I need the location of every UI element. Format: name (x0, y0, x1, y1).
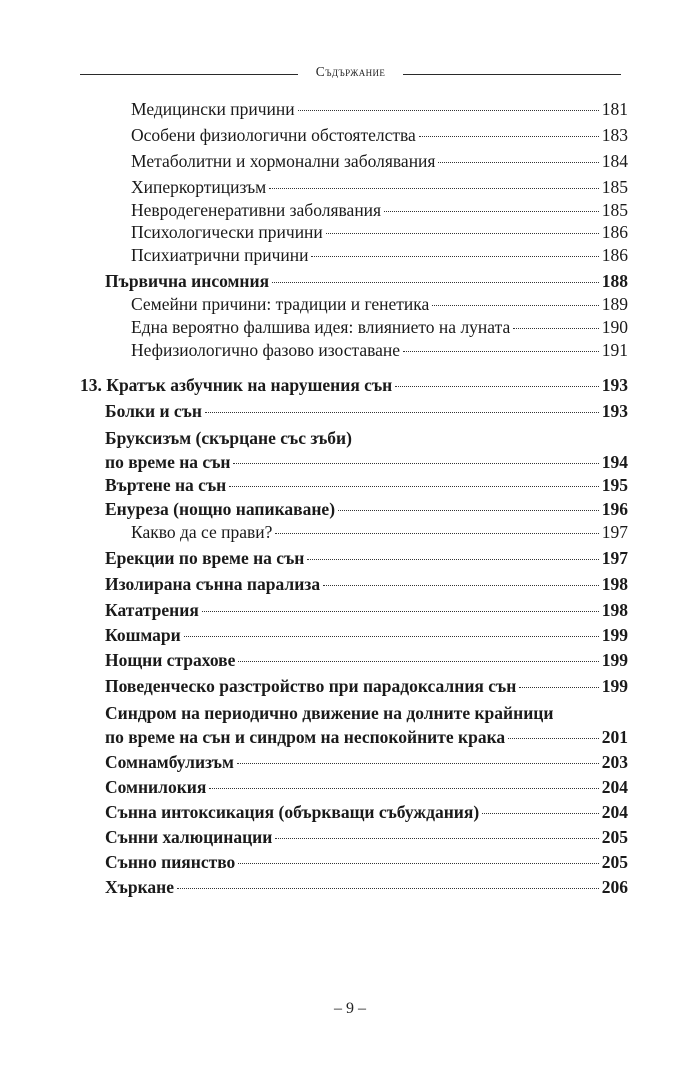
toc-entry-page: 204 (601, 777, 628, 797)
toc-entry-label: Сънни халюцинации (105, 827, 273, 847)
toc-chapter-entry (80, 374, 628, 396)
toc-entry (131, 176, 628, 198)
toc-entry-page: 198 (601, 600, 628, 620)
toc-entry-label: Сомнилокия (105, 777, 207, 797)
toc-entry (131, 199, 628, 221)
dot-leader (326, 233, 599, 234)
dot-leader (269, 188, 599, 189)
toc-entry-label: Енуреза (нощно напикаване) (105, 499, 336, 519)
toc-entry-label: Хъркане (105, 877, 174, 897)
dot-leader (209, 788, 598, 789)
toc-entry (131, 98, 628, 120)
toc-entry-page: 199 (601, 650, 628, 670)
toc-entry-page: 196 (601, 499, 628, 519)
dot-leader (395, 386, 599, 387)
toc-entry-label: Болки и сън (105, 401, 202, 421)
toc-entry (105, 474, 628, 496)
toc-entry (131, 221, 628, 243)
toc-entry-page: 186 (601, 222, 628, 242)
dot-leader (177, 888, 599, 889)
toc-entry-page: 190 (601, 317, 628, 337)
page-number: – 9 – (334, 1000, 366, 1017)
toc-entry-label: Сънна интоксикация (объркващи събуждания) (105, 802, 480, 822)
dot-leader (432, 305, 598, 306)
toc-entry-page: 198 (601, 574, 628, 594)
toc-entry-page: 186 (601, 245, 628, 265)
toc-entry (105, 573, 628, 595)
toc-entry-label: Хиперкортицизъм (131, 177, 267, 197)
toc-entry-label: Психиатрични причини (131, 245, 309, 265)
toc-entry (131, 521, 628, 543)
toc-entry (131, 150, 628, 172)
dot-leader (482, 813, 599, 814)
toc-entry-page: 203 (601, 752, 628, 772)
dot-leader (338, 510, 599, 511)
toc-entry-label: Нефизиологично фазово изоставане (131, 340, 401, 360)
toc-entry-page: 184 (601, 151, 628, 171)
toc-entry (105, 624, 628, 646)
dot-leader (519, 687, 598, 688)
toc-entry (131, 316, 628, 338)
toc-entry-page: 206 (601, 877, 628, 897)
toc-entry-page: 205 (601, 827, 628, 847)
toc-entry (105, 599, 628, 621)
toc-entry-page: 197 (601, 548, 628, 568)
dot-leader (419, 136, 599, 137)
toc-entry (105, 851, 628, 873)
toc-entry-page: 193 (601, 375, 628, 395)
toc-entry-label: Невродегенеративни заболявания (131, 200, 382, 220)
toc-entry (105, 876, 628, 898)
toc-entry-label-cont: по време на сън (105, 452, 231, 472)
toc-entry (131, 244, 628, 266)
toc-entry-page: 188 (601, 271, 628, 291)
toc-entry (105, 675, 628, 697)
toc-entry (105, 726, 628, 748)
toc-entry-page: 204 (601, 802, 628, 822)
dot-leader (307, 559, 598, 560)
toc-entry-label: Сънно пиянство (105, 852, 236, 872)
toc-entry-page: 194 (601, 452, 628, 472)
toc-entry-label: Една вероятно фалшива идея: влиянието на луната (131, 317, 511, 337)
toc-entry-page: 195 (601, 475, 628, 495)
toc-entry (131, 293, 628, 315)
dot-leader (311, 256, 598, 257)
toc-entry (105, 270, 628, 292)
dot-leader (275, 838, 598, 839)
toc-entry-page: 193 (601, 401, 628, 421)
dot-leader (298, 110, 599, 111)
toc-entry-label: Особени физиологични обстоятелства (131, 125, 416, 145)
toc-entry-label-line1: Синдром на периодично движение на долните крайници (105, 703, 554, 723)
header-rule-left (80, 74, 298, 75)
toc-entry-label: Поведенческо разстройство при парадоксалния сън (105, 676, 517, 696)
toc-entry (105, 801, 628, 823)
toc-entry-page: 199 (601, 625, 628, 645)
toc-entry-label-cont: по време на сън и синдром на неспокойните крака (105, 727, 506, 747)
toc-entry-label: Въртене на сън (105, 475, 227, 495)
dot-leader (403, 351, 599, 352)
toc-entry-page: 185 (601, 200, 628, 220)
dot-leader (184, 636, 599, 637)
dot-leader (508, 738, 599, 739)
toc-entry-label: Психологически причини (131, 222, 323, 242)
toc-entry-label: Сомнамбулизъм (105, 752, 234, 772)
dot-leader (272, 282, 599, 283)
toc-entry-label: Нощни страхове (105, 650, 236, 670)
toc-entry-label: Кошмари (105, 625, 181, 645)
dot-leader (384, 211, 599, 212)
dot-leader (202, 611, 599, 612)
toc-entry-label: 13. Кратък азбучник на нарушения сън (80, 375, 393, 395)
toc-entry (105, 498, 628, 520)
toc-entry-label: Медицински причини (131, 99, 295, 119)
toc-entry-page: 199 (601, 676, 628, 696)
toc-entry (131, 339, 628, 361)
toc-entry-page: 197 (601, 522, 628, 542)
toc-entry-label: Ерекции по време на сън (105, 548, 305, 568)
toc-entry (105, 451, 628, 473)
toc-entry (131, 124, 628, 146)
toc-entry-page: 201 (601, 727, 628, 747)
dot-leader (323, 585, 599, 586)
dot-leader (205, 412, 599, 413)
dot-leader (237, 763, 599, 764)
toc-entry (105, 547, 628, 569)
toc-entry-label: Първична инсомния (105, 271, 270, 291)
toc-entry (105, 751, 628, 773)
dot-leader (233, 463, 598, 464)
toc-entry-page: 183 (601, 125, 628, 145)
dot-leader (513, 328, 599, 329)
toc-entry-label: Изолирана сънна парализа (105, 574, 321, 594)
toc-entry-page: 189 (601, 294, 628, 314)
dot-leader (238, 863, 598, 864)
dot-leader (438, 162, 598, 163)
dot-leader (229, 486, 599, 487)
toc-entry (105, 649, 628, 671)
toc-entry-label: Метаболитни и хормонални заболявания (131, 151, 436, 171)
toc-entry (105, 400, 628, 422)
toc-entry (105, 826, 628, 848)
dot-leader (238, 661, 598, 662)
toc-entry-page: 191 (601, 340, 628, 360)
toc-entry-label-line1: Бруксизъм (скърцане със зъби) (105, 428, 352, 448)
toc-entry-page: 185 (601, 177, 628, 197)
toc-entry-label: Семейни причини: традиции и генетика (131, 294, 430, 314)
running-header: Съдържание (315, 64, 386, 79)
toc-entry-label: Какво да се прави? (131, 522, 273, 542)
toc-entry-page: 205 (601, 852, 628, 872)
header-rule-right (403, 74, 621, 75)
toc-entry-label: Кататрения (105, 600, 199, 620)
toc-entry-page: 181 (601, 99, 628, 119)
dot-leader (275, 533, 598, 534)
toc-entry (105, 776, 628, 798)
